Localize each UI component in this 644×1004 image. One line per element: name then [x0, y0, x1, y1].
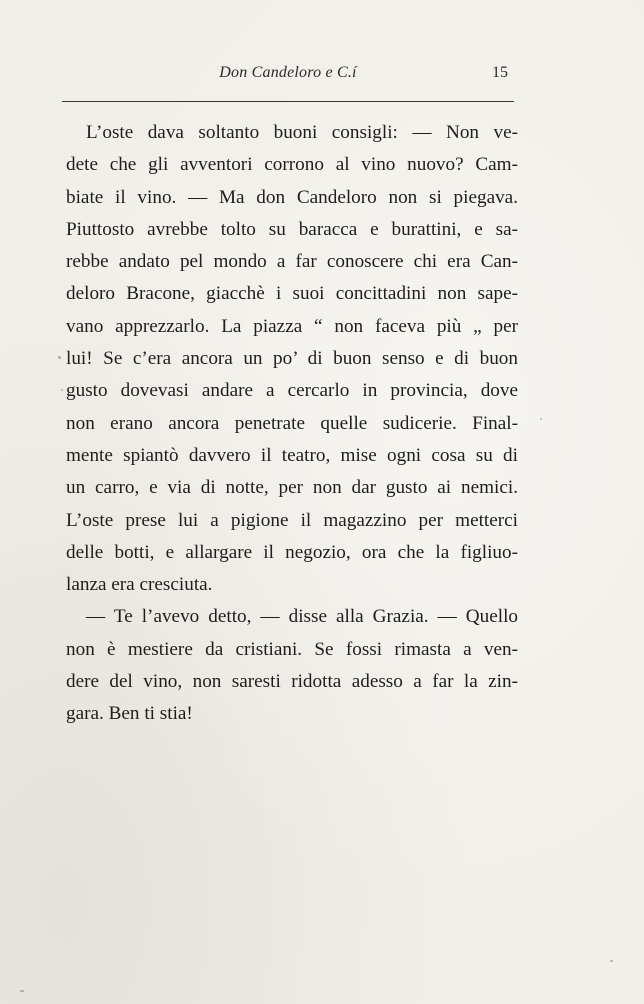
- text-line: gusto dovevasi andare a cercarlo in provincia, dove: [66, 380, 518, 402]
- text-line: biate il vino. — Ma don Candeloro non si piegava.: [66, 186, 518, 208]
- text-line: lanza era cresciuta.: [66, 574, 213, 596]
- text-line: delle botti, e allargare il negozio, ora che la figliuo-: [66, 541, 518, 563]
- text-line: rebbe andato pel mondo a far conoscere chi era Can-: [66, 251, 518, 273]
- paper-speck: [71, 195, 73, 197]
- paper-speck: [58, 356, 61, 359]
- text-line: dere del vino, non saresti ridotta adesso a far la zin-: [66, 671, 518, 693]
- running-head: [62, 64, 514, 86]
- running-title: Don Candeloro e C.í: [219, 64, 357, 81]
- page-number: 15: [492, 64, 508, 81]
- paper-speck: [610, 960, 613, 962]
- text-line: lui! Se c’era ancora un po’ di buon senso e di buon: [66, 348, 518, 370]
- text-line: dete che gli avventori corrono al vino nuovo? Cam-: [66, 154, 518, 176]
- text-line: — Te l’avevo detto, — disse alla Grazia. — Quello: [86, 606, 518, 628]
- header-rule: [62, 101, 514, 102]
- text-line: non erano ancora penetrate quelle sudicerie. Final-: [66, 412, 518, 434]
- text-line: vano apprezzarlo. La piazza “ non faceva più „ per: [66, 315, 518, 337]
- paper-speck: [20, 990, 24, 992]
- text-line: deloro Bracone, giacchè i suoi concittadini non sape-: [66, 283, 518, 305]
- text-line: L’oste dava soltanto buoni consigli: — Non ve-: [86, 122, 518, 143]
- text-line: Piuttosto avrebbe tolto su baracca e burattini, e sa-: [66, 218, 518, 240]
- text-line: mente spiantò davvero il teatro, mise ogni cosa su di: [66, 444, 518, 466]
- paper-speck: [61, 389, 63, 391]
- text-line: non è mestiere da cristiani. Se fossi rimasta a ven-: [66, 638, 518, 660]
- text-line: un carro, e via di notte, per non dar gusto ai nemici.: [66, 477, 518, 499]
- text-line: L’oste prese lui a pigione il magazzino per metterci: [66, 509, 518, 531]
- body-text: [66, 117, 518, 731]
- text-line: gara. Ben ti stia!: [66, 703, 193, 725]
- paper-speck: [540, 418, 542, 420]
